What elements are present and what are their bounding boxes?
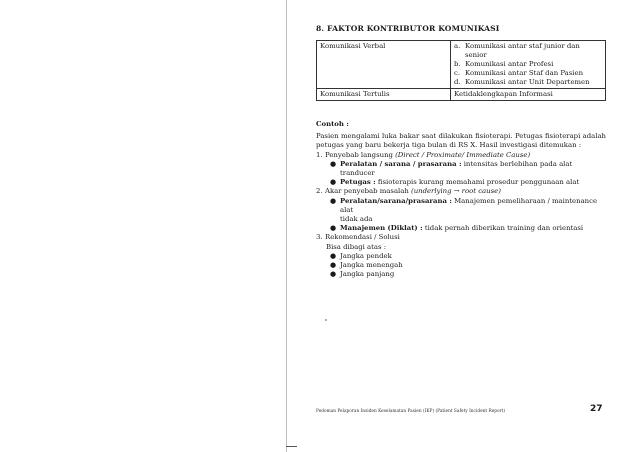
table-row (317, 41, 606, 89)
bullet-item: ● Petugas : fisioterapis kurang memahami prosedur penggunaan alat (330, 178, 580, 187)
page-spine (286, 0, 287, 452)
scan-speck (325, 319, 327, 321)
table-cell-details (451, 41, 606, 89)
table-row (317, 89, 606, 101)
lettered-list (454, 42, 602, 87)
list-item: d. Komunikasi antar Unit Departemen (454, 78, 590, 86)
bullet-icon: ● (330, 224, 337, 233)
list-item: b. Komunikasi antar Profesi (454, 60, 554, 68)
bullet-icon: ● (330, 159, 337, 168)
list-item-3: 3. Rekomendasi / Solusi (316, 233, 400, 242)
bullet-icon: ● (330, 196, 337, 205)
bullet-icon: ● (330, 270, 337, 279)
section-title: 8. FAKTOR KONTRIBUTOR KOMUNIKASI (316, 24, 500, 33)
footer-text: Pedoman Pelaporan Insiden Keselamatan Pasien (IKP) (Patient Safety Incident Report) (316, 409, 506, 414)
bullet-item: ● Jangka pendek (330, 251, 392, 260)
bullet-item: ● Peralatan / sarana / prasarana : intensitas berlebihan pada alat tranducer (330, 159, 573, 178)
page-number: 27 (590, 404, 603, 414)
sub-heading: Bisa dibagi atas : (326, 242, 387, 251)
bullet-item: ● Jangka menengah (330, 261, 403, 270)
table-cell-category: Komunikasi Tertulis (317, 89, 451, 101)
bullet-icon: ● (330, 178, 337, 187)
list-item-1: 1. Penyebab langsung (Direct / Proximate/ Immediate Cause) (316, 150, 531, 159)
list-item: c. Komunikasi antar Staf dan Pasien (454, 69, 584, 77)
spine-foot-mark (286, 446, 297, 447)
list-item-2: 2. Akar penyebab masalah (underlying → root cause) (316, 187, 501, 196)
list-item: a. Komunikasi antar staf junior dan senior (454, 42, 580, 59)
table-cell-category: Komunikasi Verbal (317, 41, 451, 89)
bullet-item: ● Manajemen (Diklat) : tidak pernah diberikan training dan orientasi (330, 224, 584, 233)
bullet-item: ● Jangka panjang (330, 270, 395, 279)
example-paragraph: Pasien mengalami luka bakar saat dilakukan fisioterapi. Petugas fisioterapi adalah petugas yang baru bekerja tiga bulan di RS X. Hasil investigasi ditemukan : (316, 132, 606, 150)
example-label: Contoh : (316, 120, 349, 128)
bullet-item: ● Peralatan/sarana/prasarana : Manajemen pemeliharaan / maintenance alat (330, 196, 598, 214)
table-cell-details: Ketidaklengkapan Informasi (451, 89, 606, 101)
bullet-icon: ● (330, 251, 337, 260)
document-body (316, 120, 606, 279)
bullet-icon: ● (330, 261, 337, 270)
contributor-table (316, 40, 606, 101)
bullet-continuation: tidak ada (340, 215, 373, 224)
